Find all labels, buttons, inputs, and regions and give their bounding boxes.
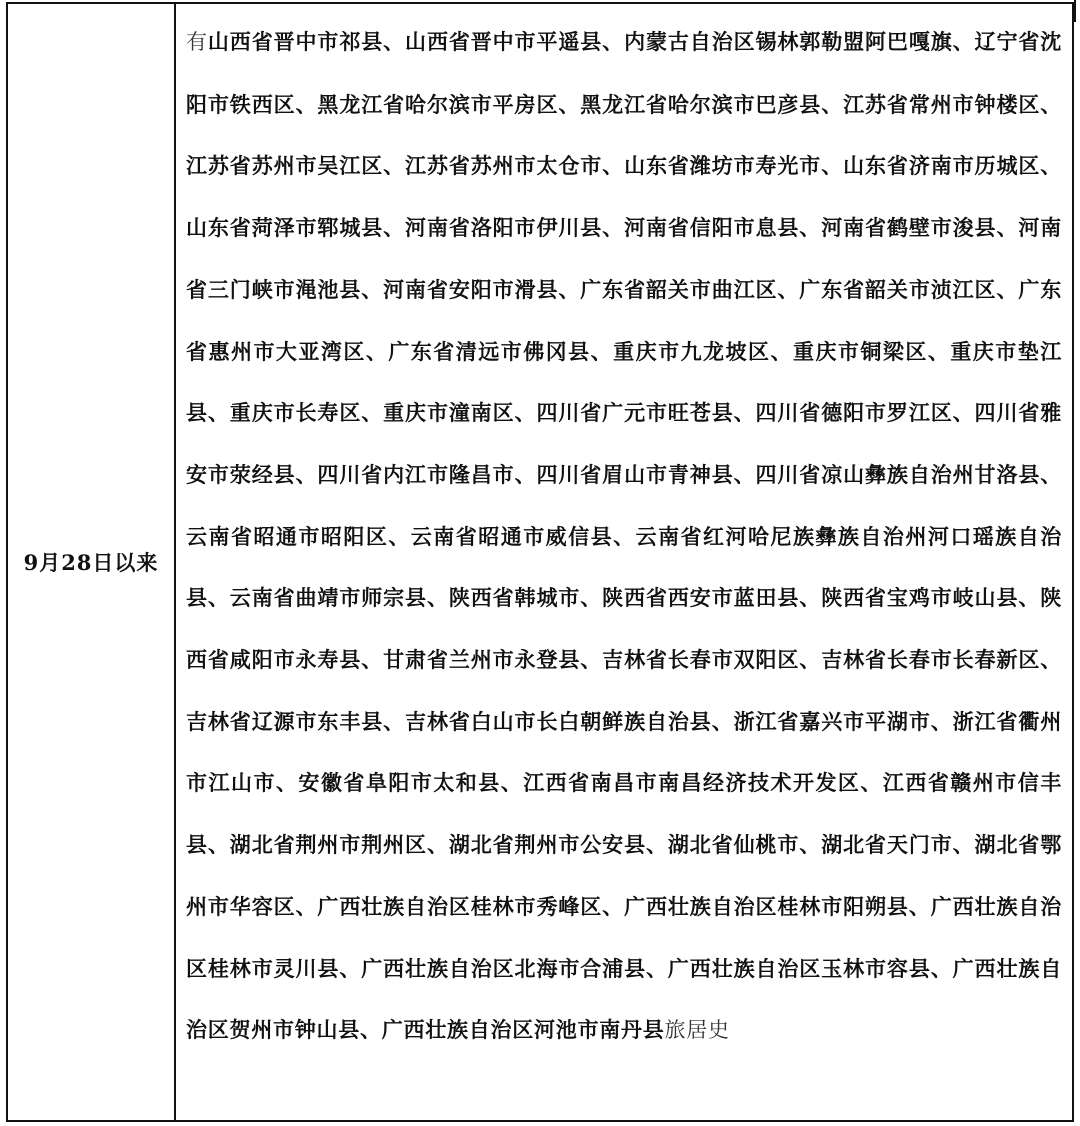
travel-history-table — [6, 2, 1074, 1122]
places-list: 山西省晋中市祁县、山西省晋中市平遥县、内蒙古自治区锡林郭勒盟阿巴嘎旗、辽宁省沈阳市铁西区、黑龙江省哈尔滨市平房区、黑龙江省哈尔滨市巴彦县、江苏省常州市钟楼区、江苏省苏州市吴江区、江苏省苏州市太仓市、山东省潍坊市寿光市、山东省济南市历城区、山东省菏泽市郓城县、河南省洛阳市伊川县、河南省信阳市息县、河南省鹤壁市浚县、河南省三门峡市渑池县、河南省安阳市滑县、广东省韶关市曲江区、广东省韶关市浈江区、广东省惠州市大亚湾区、广东省清远市佛冈县、重庆市九龙坡区、重庆市铜梁区、重庆市垫江县、重庆市长寿区、重庆市潼南区、四川省广元市旺苍县、四川省德阳市罗江区、四川省雅安市荥经县、四川省内江市隆昌市、四川省眉山市青神县、四川省凉山彝族自治州甘洛县、云南省昭通市昭阳区、云南省昭通市威信县、云南省红河哈尼族彝族自治州河口瑶族自治县、云南省曲靖市师宗县、陕西省韩城市、陕西省西安市蓝田县、陕西省宝鸡市岐山县、陕西省咸阳市永寿县、甘肃省兰州市永登县、吉林省长春市双阳区、吉林省长春市长春新区、吉林省辽源市东丰县、吉林省白山市长白朝鲜族自治县、浙江省嘉兴市平湖市、浙江省衢州市江山市、安徽省阜阳市太和县、江西省南昌市南昌经济技术开发区、江西省赣州市信丰县、湖北省荆州市荆州区、湖北省荆州市公安县、湖北省仙桃市、湖北省天门市、湖北省鄂州市华容区、广西壮族自治区桂林市秀峰区、广西壮族自治区桂林市阳朔县、广西壮族自治区桂林市灵川县、广西壮族自治区北海市合浦县、广西壮族自治区玉林市容县、广西壮族自治区贺州市钟山县、广西壮族自治区河池市南丹县 — [186, 29, 1062, 1043]
date-label: 9月28日以来 — [23, 550, 159, 575]
date-cell — [8, 4, 176, 1120]
page-edge-mark — [1074, 0, 1076, 22]
places-cell — [176, 4, 1072, 1120]
text-suffix: 旅居史 — [664, 1018, 730, 1043]
places-paragraph — [186, 11, 1062, 1062]
text-prefix: 有 — [186, 30, 208, 54]
